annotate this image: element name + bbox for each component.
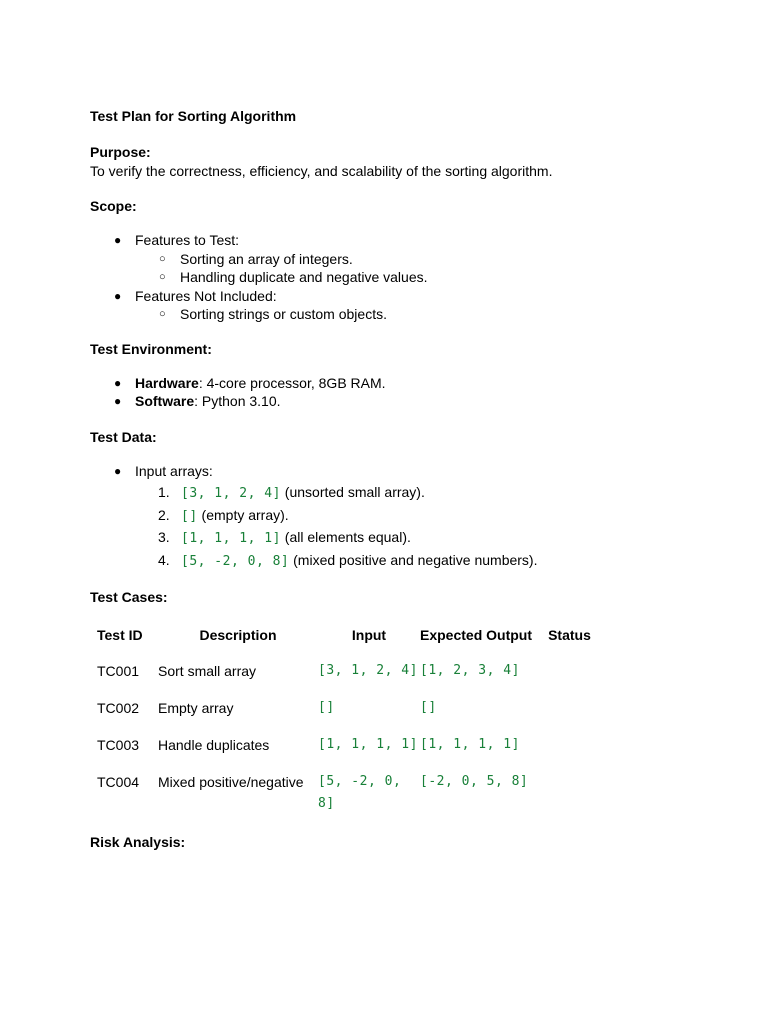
list-item: [90, 527, 690, 550]
cell-status: [547, 699, 592, 736]
cell-description: Sort small array: [158, 663, 257, 679]
cell-test-id: TC001: [97, 663, 140, 679]
scope-item-label: Features to Test:: [135, 232, 240, 248]
test-data-item-input-arrays: [90, 462, 690, 481]
cell-input: [1, 1, 1, 1]: [318, 737, 418, 752]
list-item-text: Sorting an array of integers.: [180, 250, 353, 267]
list-item-text: Sorting strings or custom objects.: [180, 306, 387, 322]
table-row: [90, 699, 592, 736]
column-header-expected-output: Expected Output: [420, 627, 533, 643]
scope-item-features-not-included: [90, 287, 690, 324]
environment-list: [90, 374, 690, 411]
list-item: [135, 305, 690, 324]
test-data-intro: Input arrays:: [135, 462, 213, 479]
test-cases-heading: Test Cases:: [90, 589, 168, 605]
input-arrays-list: [90, 482, 690, 572]
test-cases-table: [90, 626, 592, 832]
cell-input: [5, -2, 0, 8]: [318, 774, 402, 811]
column-header-test-id: Test ID: [97, 627, 143, 643]
list-number: 4.: [158, 551, 170, 568]
list-number: 1.: [158, 484, 170, 500]
table-row: [90, 662, 592, 699]
column-header-input: Input: [351, 627, 387, 643]
circle-bullet-icon: ○: [159, 271, 166, 283]
cell-expected-output: [1, 1, 1, 1]: [420, 737, 520, 752]
code-snippet: [3, 1, 2, 4]: [181, 486, 281, 501]
code-snippet: []: [181, 508, 198, 524]
cell-input: [3, 1, 2, 4]: [318, 663, 418, 678]
environment-heading: Test Environment:: [90, 340, 212, 357]
cell-test-id: TC003: [97, 737, 140, 753]
scope-list: [90, 231, 690, 324]
column-header-description: Description: [199, 627, 277, 643]
cell-input: []: [318, 700, 335, 715]
list-item-note: (unsorted small array).: [280, 484, 425, 500]
cell-status: [547, 736, 592, 773]
circle-bullet-icon: ○: [159, 252, 166, 265]
document-page: [90, 107, 690, 851]
code-snippet: [5, -2, 0, 8]: [181, 553, 290, 569]
bullet-icon: ●: [114, 375, 122, 390]
environment-label: Hardware: [135, 374, 199, 391]
scope-heading: Scope:: [90, 198, 137, 214]
cell-status: [547, 773, 592, 832]
list-number: 3.: [158, 529, 170, 545]
table-header-row: [90, 626, 592, 662]
bullet-icon: ●: [114, 463, 122, 478]
cell-expected-output: [-2, 0, 5, 8]: [420, 774, 529, 789]
test-data-heading: Test Data:: [90, 428, 157, 445]
cell-description: Handle duplicates: [158, 737, 270, 753]
circle-bullet-icon: ○: [159, 308, 166, 320]
environment-item-software: [90, 392, 690, 411]
list-item: [135, 268, 690, 287]
list-item: [90, 550, 690, 573]
list-number: 2.: [158, 506, 170, 523]
bullet-icon: ●: [114, 288, 122, 303]
code-snippet: [1, 1, 1, 1]: [181, 531, 281, 546]
bullet-icon: ●: [114, 394, 122, 408]
list-item: [135, 250, 690, 269]
table-row: [90, 736, 592, 773]
cell-description: Mixed positive/negative: [158, 774, 304, 790]
cell-test-id: TC004: [97, 774, 140, 790]
scope-item-features-to-test: [90, 231, 690, 287]
cell-status: [547, 662, 592, 699]
test-data-list: [90, 462, 690, 481]
document-title: Test Plan for Sorting Algorithm: [90, 108, 297, 124]
cell-description: Empty array: [158, 700, 234, 716]
cell-expected-output: []: [420, 700, 437, 715]
cell-expected-output: [1, 2, 3, 4]: [420, 663, 520, 678]
features-to-test-list: [135, 250, 690, 287]
scope-item-label: Features Not Included:: [135, 287, 277, 304]
risk-analysis-heading: Risk Analysis:: [90, 834, 186, 850]
purpose-heading: Purpose:: [90, 144, 151, 160]
list-item: [90, 505, 690, 528]
list-item: [90, 482, 690, 505]
list-item-note: (empty array).: [197, 506, 289, 523]
cell-test-id: TC002: [97, 700, 140, 716]
environment-value: : Python 3.10.: [194, 393, 281, 409]
bullet-icon: ●: [114, 233, 122, 247]
table-row: [90, 773, 592, 832]
list-item-text: Handling duplicate and negative values.: [180, 269, 428, 285]
list-item-note: (mixed positive and negative numbers).: [289, 551, 538, 568]
environment-item-hardware: [90, 374, 690, 393]
environment-label: Software: [135, 393, 195, 409]
features-not-included-list: [135, 305, 690, 324]
column-header-status: Status: [548, 627, 591, 643]
list-item-note: (all elements equal).: [280, 529, 411, 545]
environment-value: : 4-core processor, 8GB RAM.: [198, 374, 386, 391]
purpose-text: To verify the correctness, efficiency, and scalability of the sorting algorithm.: [90, 163, 553, 179]
